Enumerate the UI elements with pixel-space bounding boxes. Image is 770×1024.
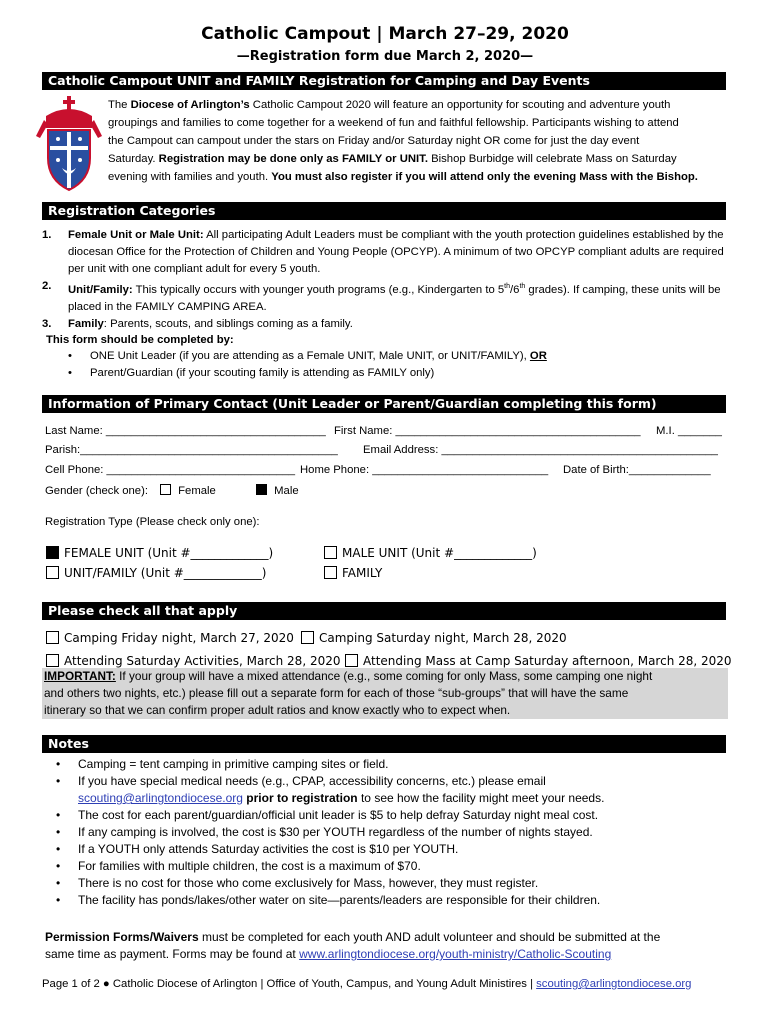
completed-by-heading: This form should be completed by: bbox=[46, 334, 234, 346]
completed-by-list bbox=[54, 348, 547, 382]
camping-saturday-option[interactable]: Camping Saturday night, March 28, 2020 bbox=[301, 629, 567, 647]
page-title: Catholic Campout | March 27–29, 2020 bbox=[201, 24, 569, 44]
permission-line-1: Permission Forms/Waivers must be completed for each youth AND adult volunteer and should be submitted at the bbox=[45, 930, 661, 944]
family-option[interactable]: FAMILY bbox=[324, 564, 382, 582]
category-item: 3. Family: Parents, scouts, and siblings coming as a family. bbox=[42, 317, 353, 330]
first-name-field[interactable]: First Name: _______________________________________ bbox=[334, 425, 641, 437]
note-item: • The facility has ponds/lakes/other water on site—parents/leaders are responsible for their children. bbox=[42, 892, 732, 909]
family-checkbox[interactable] bbox=[324, 566, 337, 579]
unit-family-option[interactable]: UNIT/FAMILY (Unit #_____________) bbox=[46, 564, 266, 582]
male-checkbox[interactable] bbox=[256, 484, 267, 495]
male-unit-checkbox[interactable] bbox=[324, 546, 337, 559]
check-all-section-bar: Please check all that apply bbox=[42, 602, 726, 620]
category-item: 2. Unit/Family: This typically occurs with younger youth programs (e.g., Kindergarten to 5th/6th grades). If camping, these units will be placed in the FAMILY CAMPING AREA. bbox=[42, 280, 721, 313]
contact-section-bar: Information of Primary Contact (Unit Leader or Parent/Guardian completing this form) bbox=[42, 395, 726, 413]
intro-section-bar: Catholic Campout UNIT and FAMILY Registration for Camping and Day Events bbox=[42, 72, 726, 90]
female-checkbox[interactable] bbox=[160, 484, 171, 495]
note-item: • If any camping is involved, the cost is $30 per YOUTH regardless of the number of nights stayed. bbox=[42, 824, 732, 841]
intro-line-4: Saturday. Registration may be done only as FAMILY or UNIT. Bishop Burbidge will celebrate Mass on Saturday bbox=[108, 153, 677, 165]
diocese-crest-icon bbox=[34, 94, 104, 194]
camping-friday-checkbox[interactable] bbox=[46, 631, 59, 644]
note-item: • If a YOUTH only attends Saturday activities the cost is $10 per YOUTH. bbox=[42, 841, 732, 858]
list-item: • Parent/Guardian (if your scouting family is attending as FAMILY only) bbox=[54, 365, 547, 382]
categories-section-bar: Registration Categories bbox=[42, 202, 726, 220]
attending-mass-option[interactable]: Attending Mass at Camp Saturday afternoon, March 28, 2020 bbox=[345, 652, 732, 670]
note-item: • For families with multiple children, the cost is a maximum of $70. bbox=[42, 858, 732, 875]
parish-field[interactable]: Parish:_________________________________________ bbox=[45, 444, 338, 456]
cell-phone-field[interactable]: Cell Phone: ______________________________ bbox=[45, 464, 296, 476]
notes-section-bar: Notes bbox=[42, 735, 726, 753]
female-unit-checkbox[interactable] bbox=[46, 546, 59, 559]
permission-line-2: same time as payment. Forms may be found at www.arlingtondiocese.org/youth-ministry/Catholic-Scouting bbox=[45, 947, 612, 961]
gender-female-option[interactable]: Female bbox=[160, 482, 216, 500]
intro-line-3: the Campout can campout under the stars on Friday and/or Saturday night OR come for just the day event bbox=[108, 135, 640, 147]
camping-saturday-checkbox[interactable] bbox=[301, 631, 314, 644]
note-item: • The cost for each parent/guardian/official unit leader is $5 to help defray Saturday night meal cost. bbox=[42, 807, 732, 824]
note-item: • If you have special medical needs (e.g., CPAP, accessibility concerns, etc.) please email scouting@arlingtondiocese.org prior to registration to see how the facility might meet your needs. bbox=[42, 773, 732, 807]
email-link[interactable]: scouting@arlingtondiocese.org bbox=[78, 791, 243, 805]
intro-line-5: evening with families and youth. You must also register if you will attend only the evening Mass with the Bishop. bbox=[108, 171, 698, 183]
female-unit-option[interactable]: FEMALE UNIT (Unit #_____________) bbox=[46, 544, 273, 562]
male-unit-option[interactable]: MALE UNIT (Unit #_____________) bbox=[324, 544, 537, 562]
intro-line-2: groupings and families to come together for a weekend of fun and faithful fellowship. Participants wishing to attend bbox=[108, 117, 679, 129]
saturday-activities-option[interactable]: Attending Saturday Activities, March 28, 2020 bbox=[46, 652, 340, 670]
category-item: 1. Female Unit or Male Unit: All participating Adult Leaders must be compliant with the youth protection guidelines established by the diocesan Office for the Protection of Children and Young People (OPCYP). A minimum of two OPCYP compliant adults are required per unit with one compliant adult for every 5 youth. bbox=[42, 229, 724, 275]
page-footer: Page 1 of 2 ● Catholic Diocese of Arlington | Office of Youth, Campus, and Young Adult Ministires | scouting@arlingtondiocese.org bbox=[42, 978, 692, 990]
registration-type-label: Registration Type (Please check only one): bbox=[45, 516, 260, 528]
important-notice: IMPORTANT: If your group will have a mixed attendance (e.g., some coming for only Mass, some camping one night and others two nights, etc.) please fill out a separate form for each of those “sub-groups” that will have the same itinerary so that we can confirm proper adult ratios and know exactly who to expect when. bbox=[42, 668, 728, 719]
list-item: • ONE Unit Leader (if you are attending as a Female UNIT, Male UNIT, or UNIT/FAMILY), OR bbox=[54, 348, 547, 365]
footer-email-link[interactable]: scouting@arlingtondiocese.org bbox=[536, 978, 692, 990]
gender-male-option[interactable]: Male bbox=[256, 482, 299, 500]
page-subtitle: —Registration form due March 2, 2020— bbox=[236, 49, 534, 64]
attending-mass-checkbox[interactable] bbox=[345, 654, 358, 667]
unit-family-checkbox[interactable] bbox=[46, 566, 59, 579]
categories-list bbox=[42, 227, 732, 333]
middle-initial-field[interactable]: M.I. _______ bbox=[656, 425, 722, 437]
note-item: • There is no cost for those who come exclusively for Mass, however, they must register. bbox=[42, 875, 732, 892]
home-phone-field[interactable]: Home Phone: ____________________________ bbox=[300, 464, 549, 476]
notes-list bbox=[42, 756, 732, 909]
saturday-activities-checkbox[interactable] bbox=[46, 654, 59, 667]
date-of-birth-field[interactable]: Date of Birth:_____________ bbox=[563, 464, 711, 476]
email-field[interactable]: Email Address: ____________________________________________ bbox=[363, 444, 718, 456]
last-name-field[interactable]: Last Name: ___________________________________ bbox=[45, 425, 326, 437]
scouting-forms-link[interactable]: www.arlingtondiocese.org/youth-ministry/Catholic-Scouting bbox=[299, 947, 612, 961]
camping-friday-option[interactable]: Camping Friday night, March 27, 2020 bbox=[46, 629, 294, 647]
gender-label: Gender (check one): bbox=[45, 485, 148, 497]
intro-line-1: The Diocese of Arlington’s Catholic Campout 2020 will feature an opportunity for scouting and adventure youth bbox=[108, 99, 671, 111]
note-item: • Camping = tent camping in primitive camping sites or field. bbox=[42, 756, 732, 773]
